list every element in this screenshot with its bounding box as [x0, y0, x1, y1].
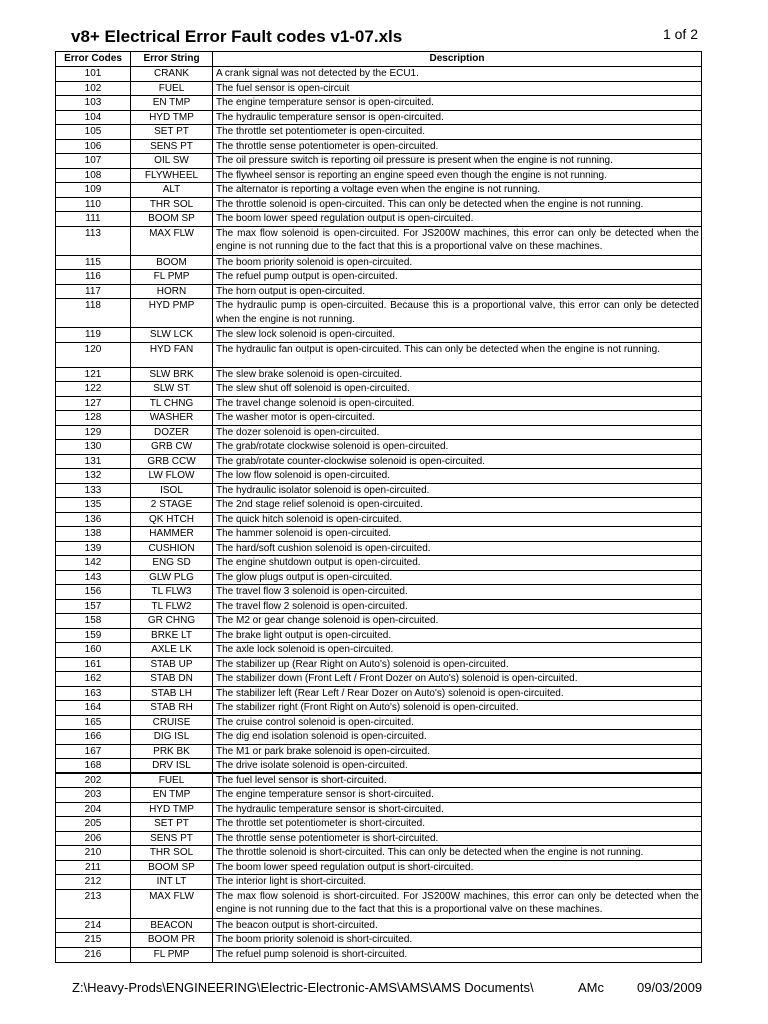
table-row	[56, 498, 701, 513]
error-code-cell: 160	[56, 643, 131, 657]
description-cell: The boom lower speed regulation output is open-circuited.	[216, 213, 474, 224]
description-cell: The slew brake solenoid is open-circuited.	[216, 368, 403, 380]
description-cell: The throttle sense potentiometer is open-circuited.	[216, 140, 439, 152]
description-cell: The slew shut off solenoid is open-circuited.	[216, 383, 410, 394]
description-cell: The stabilizer left (Rear Left / Rear Dozer on Auto's) solenoid is open-circuited.	[216, 687, 564, 699]
table-row	[56, 484, 701, 499]
document-title: v8+ Electrical Error Fault codes v1-07.xls	[71, 27, 403, 46]
description-cell: The M1 or park brake solenoid is open-circuited.	[216, 745, 430, 757]
table-row	[56, 875, 701, 890]
table-row	[56, 469, 701, 484]
error-code-cell: 159	[56, 629, 131, 643]
error-string-cell: THR SOL	[131, 846, 213, 860]
table-row	[56, 542, 701, 557]
error-code-cell: 143	[56, 571, 131, 585]
description-cell: The boom lower speed regulation output is short-circuited.	[216, 861, 474, 873]
description-cell: The refuel pump output is open-circuited.	[216, 271, 398, 282]
error-string-cell: AXLE LK	[131, 643, 213, 657]
error-code-cell: 129	[56, 426, 131, 440]
error-string-cell: TL FLW3	[131, 585, 213, 599]
error-string-cell: WASHER	[131, 411, 213, 425]
table-row	[56, 212, 701, 227]
error-string-cell: ALT	[131, 183, 213, 197]
table-body	[56, 67, 701, 962]
table-row	[56, 140, 701, 155]
error-string-cell: GR CHNG	[131, 614, 213, 628]
table-row	[56, 513, 701, 528]
error-string-cell: HAMMER	[131, 527, 213, 541]
table-row	[56, 82, 701, 97]
error-string-cell: CUSHION	[131, 542, 213, 556]
error-string-cell: DIG ISL	[131, 730, 213, 744]
description-cell: The glow plugs output is open-circuited.	[216, 571, 393, 583]
table-row	[56, 328, 701, 343]
table-row	[56, 426, 701, 441]
table-row	[56, 96, 701, 111]
error-code-cell: 135	[56, 498, 131, 512]
description-cell: The slew lock solenoid is open-circuited.	[216, 329, 395, 340]
description-cell: The hard/soft cushion solenoid is open-circuited.	[216, 542, 431, 554]
description-cell: The stabilizer down (Front Left / Front Dozer on Auto's) solenoid is open-circuited.	[216, 673, 578, 684]
description-cell: The boom priority solenoid is short-circuited.	[216, 934, 413, 945]
error-code-cell: 103	[56, 96, 131, 110]
table-row	[56, 111, 701, 126]
error-string-cell: STAB LH	[131, 687, 213, 701]
error-string-cell: HYD FAN	[131, 343, 213, 367]
error-string-cell: HYD TMP	[131, 111, 213, 125]
error-string-cell: CRANK	[131, 67, 213, 81]
error-string-cell: FUEL	[131, 774, 213, 788]
error-code-cell: 214	[56, 919, 131, 933]
description-cell: The hydraulic pump is open-circuited. Because this is a proportional valve, this error can only be detected when the engine is not running.	[216, 300, 699, 325]
table-row	[56, 614, 701, 629]
description-cell: The oil pressure switch is reporting oil pressure is present when the engine is not running.	[216, 155, 613, 166]
description-cell: The 2nd stage relief solenoid is open-circuited.	[216, 499, 423, 510]
error-string-cell: GLW PLG	[131, 571, 213, 585]
table-row	[56, 440, 701, 455]
error-string-cell: LW FLOW	[131, 469, 213, 483]
error-code-cell: 215	[56, 933, 131, 947]
error-code-cell: 109	[56, 183, 131, 197]
error-code-cell: 139	[56, 542, 131, 556]
error-string-cell: DRV ISL	[131, 759, 213, 772]
description-cell: The hydraulic fan output is open-circuited. This can only be detected when the engine is not running.	[216, 343, 660, 355]
description-cell: The dig end isolation solenoid is open-circuited.	[216, 731, 427, 742]
error-string-cell: PRK BK	[131, 745, 213, 759]
table-row	[56, 643, 701, 658]
description-cell: The low flow solenoid is open-circuited.	[216, 470, 390, 481]
error-code-cell: 117	[56, 285, 131, 299]
description-cell: The throttle solenoid is short-circuited. This can only be detected when the engine is not running.	[216, 847, 644, 858]
error-string-cell: TL CHNG	[131, 397, 213, 411]
description-cell: The dozer solenoid is open-circuited.	[216, 426, 380, 438]
error-code-cell: 158	[56, 614, 131, 628]
table-row	[56, 716, 701, 731]
description-cell: The interior light is short-circuited.	[216, 876, 367, 887]
error-string-cell: SET PT	[131, 125, 213, 139]
error-string-cell: STAB RH	[131, 701, 213, 715]
description-cell: The cruise control solenoid is open-circuited.	[216, 716, 414, 728]
table-row	[56, 861, 701, 876]
description-cell: The brake light output is open-circuited.	[216, 629, 392, 641]
table-row	[56, 527, 701, 542]
table-row	[56, 658, 701, 673]
error-code-cell: 101	[56, 67, 131, 81]
table-row	[56, 832, 701, 847]
error-string-cell: SENS PT	[131, 832, 213, 846]
error-string-cell: FL PMP	[131, 270, 213, 284]
error-code-cell: 162	[56, 672, 131, 686]
table-row	[56, 629, 701, 644]
description-cell: The grab/rotate counter-clockwise solenoid is open-circuited.	[216, 455, 486, 467]
table-row	[56, 919, 701, 934]
error-string-cell: BRKE LT	[131, 629, 213, 643]
description-cell: The fuel sensor is open-circuit	[216, 82, 350, 94]
error-string-cell: SLW LCK	[131, 328, 213, 342]
table-row	[56, 299, 701, 328]
table-row	[56, 774, 701, 789]
error-string-cell: ISOL	[131, 484, 213, 498]
description-cell: The engine temperature sensor is open-circuited.	[216, 97, 434, 108]
error-code-cell: 165	[56, 716, 131, 730]
error-string-cell: STAB UP	[131, 658, 213, 672]
error-code-cell: 202	[56, 774, 131, 788]
error-code-cell: 107	[56, 154, 131, 168]
error-code-cell: 157	[56, 600, 131, 614]
error-string-cell: STAB DN	[131, 672, 213, 686]
table-row	[56, 411, 701, 426]
column-header-description: Description	[429, 53, 485, 64]
error-code-cell: 210	[56, 846, 131, 860]
table-row	[56, 270, 701, 285]
error-code-cell: 211	[56, 861, 131, 875]
description-cell: The throttle set potentiometer is open-circuited.	[216, 126, 425, 137]
error-code-cell: 132	[56, 469, 131, 483]
error-code-cell: 206	[56, 832, 131, 846]
table-row	[56, 600, 701, 615]
error-string-cell: 2 STAGE	[131, 498, 213, 512]
error-string-cell: FLYWHEEL	[131, 169, 213, 183]
error-code-cell: 213	[56, 890, 131, 918]
error-code-table	[55, 51, 702, 963]
error-string-cell: EN TMP	[131, 96, 213, 110]
description-cell: The travel flow 2 solenoid is open-circuited.	[216, 600, 408, 612]
error-string-cell: HORN	[131, 285, 213, 299]
description-cell: The travel change solenoid is open-circuited.	[216, 397, 415, 409]
description-cell: The refuel pump solenoid is short-circuited.	[216, 948, 408, 960]
error-string-cell: FL PMP	[131, 948, 213, 963]
description-cell: The travel flow 3 solenoid is open-circuited.	[216, 586, 408, 597]
error-code-cell: 105	[56, 125, 131, 139]
error-code-cell: 115	[56, 256, 131, 270]
description-cell: The flywheel sensor is reporting an engine speed even though the engine is not running.	[216, 169, 607, 181]
error-code-cell: 133	[56, 484, 131, 498]
error-code-cell: 121	[56, 368, 131, 382]
table-row	[56, 759, 701, 774]
table-row	[56, 933, 701, 948]
description-cell: The engine temperature sensor is short-circuited.	[216, 789, 434, 800]
description-cell: The beacon output is short-circuited.	[216, 919, 378, 931]
error-string-cell: HYD PMP	[131, 299, 213, 327]
error-code-cell: 168	[56, 759, 131, 772]
table-row	[56, 382, 701, 397]
error-string-cell: SLW BRK	[131, 368, 213, 382]
table-row	[56, 846, 701, 861]
error-code-cell: 106	[56, 140, 131, 154]
table-row	[56, 730, 701, 745]
footer-file-path: Z:\Heavy-Prods\ENGINEERING\Electric-Electronic-AMS\AMS\AMS Documents\	[72, 980, 534, 995]
table-row	[56, 571, 701, 586]
table-row	[56, 198, 701, 213]
error-code-cell: 163	[56, 687, 131, 701]
table-row	[56, 556, 701, 571]
error-code-cell: 110	[56, 198, 131, 212]
error-code-cell: 204	[56, 803, 131, 817]
error-code-cell: 138	[56, 527, 131, 541]
error-code-cell: 102	[56, 82, 131, 96]
error-string-cell: FUEL	[131, 82, 213, 96]
description-cell: The drive isolate solenoid is open-circuited.	[216, 760, 408, 771]
error-code-cell: 136	[56, 513, 131, 527]
error-code-cell: 167	[56, 745, 131, 759]
error-code-cell: 116	[56, 270, 131, 284]
description-cell: The fuel level sensor is short-circuited.	[216, 774, 387, 786]
table-row	[56, 687, 701, 702]
table-row	[56, 368, 701, 383]
table-row	[56, 803, 701, 818]
error-code-cell: 122	[56, 382, 131, 396]
table-row	[56, 455, 701, 470]
page-number: 1 of 2	[662, 26, 698, 42]
description-cell: The max flow solenoid is open-circuited. For JS200W machines, this error can only be detected when the engine is not running due to the fact that this is a proportional valve on these machines.	[216, 227, 699, 252]
description-cell: The axle lock solenoid is open-circuited.	[216, 644, 394, 655]
table-row	[56, 154, 701, 169]
error-code-cell: 111	[56, 212, 131, 226]
table-row	[56, 125, 701, 140]
error-string-cell: BEACON	[131, 919, 213, 933]
description-cell: The hydraulic isolator solenoid is open-circuited.	[216, 484, 430, 496]
description-cell: The washer motor is open-circuited.	[216, 412, 375, 423]
error-code-cell: 216	[56, 948, 131, 963]
description-cell: The throttle solenoid is open-circuited. This can only be detected when the engine is not running.	[216, 198, 644, 210]
table-row	[56, 183, 701, 198]
error-string-cell: GRB CCW	[131, 455, 213, 469]
error-string-cell: BOOM SP	[131, 212, 213, 226]
error-string-cell: THR SOL	[131, 198, 213, 212]
error-code-cell: 127	[56, 397, 131, 411]
table-row	[56, 817, 701, 832]
table-row	[56, 701, 701, 716]
description-cell: The hammer solenoid is open-circuited.	[216, 528, 392, 539]
error-string-cell: ENG SD	[131, 556, 213, 570]
error-code-cell: 120	[56, 343, 131, 367]
table-row	[56, 948, 701, 963]
column-header-error-codes: Error Codes	[56, 52, 131, 66]
description-cell: The alternator is reporting a voltage even when the engine is not running.	[216, 184, 541, 195]
error-code-cell: 130	[56, 440, 131, 454]
error-code-cell: 119	[56, 328, 131, 342]
table-row	[56, 256, 701, 271]
table-row	[56, 745, 701, 760]
error-code-cell: 203	[56, 788, 131, 802]
error-string-cell: DOZER	[131, 426, 213, 440]
error-string-cell: EN TMP	[131, 788, 213, 802]
error-string-cell: SET PT	[131, 817, 213, 831]
table-row	[56, 227, 701, 256]
error-string-cell: SENS PT	[131, 140, 213, 154]
error-string-cell: BOOM PR	[131, 933, 213, 947]
error-code-cell: 108	[56, 169, 131, 183]
error-code-cell: 161	[56, 658, 131, 672]
description-cell: The stabilizer up (Rear Right on Auto's) solenoid is open-circuited.	[216, 658, 509, 670]
description-cell: The stabilizer right (Front Right on Auto's) solenoid is open-circuited.	[216, 702, 519, 713]
description-cell: The grab/rotate clockwise solenoid is open-circuited.	[216, 441, 449, 452]
error-string-cell: QK HTCH	[131, 513, 213, 527]
error-string-cell: BOOM	[131, 256, 213, 270]
table-row	[56, 585, 701, 600]
error-string-cell: MAX FLW	[131, 227, 213, 255]
error-string-cell: GRB CW	[131, 440, 213, 454]
error-code-cell: 113	[56, 227, 131, 255]
description-cell: The boom priority solenoid is open-circuited.	[216, 256, 413, 268]
error-string-cell: TL FLW2	[131, 600, 213, 614]
description-cell: The max flow solenoid is short-circuited. For JS200W machines, this error can only be detected when the engine is not running due to the fact that this is a proportional valve on these machines.	[216, 890, 699, 915]
column-header-error-string: Error String	[131, 52, 213, 66]
table-row	[56, 285, 701, 300]
error-string-cell: CRUISE	[131, 716, 213, 730]
error-code-cell: 142	[56, 556, 131, 570]
error-code-cell: 164	[56, 701, 131, 715]
error-code-cell: 131	[56, 455, 131, 469]
footer-author: AMc	[578, 980, 604, 995]
table-header	[56, 52, 701, 67]
error-code-cell: 205	[56, 817, 131, 831]
error-string-cell: HYD TMP	[131, 803, 213, 817]
error-code-cell: 166	[56, 730, 131, 744]
description-cell: The throttle sense potentiometer is short-circuited.	[216, 832, 439, 844]
description-cell: The horn output is open-circuited.	[216, 285, 365, 297]
table-row	[56, 397, 701, 412]
table-row	[56, 890, 701, 919]
error-string-cell: SLW ST	[131, 382, 213, 396]
error-code-cell: 118	[56, 299, 131, 327]
error-string-cell: OIL SW	[131, 154, 213, 168]
table-row	[56, 169, 701, 184]
error-code-cell: 156	[56, 585, 131, 599]
error-code-cell: 104	[56, 111, 131, 125]
error-code-cell: 212	[56, 875, 131, 889]
description-cell: The M2 or gear change solenoid is open-circuited.	[216, 615, 439, 626]
description-cell: A crank signal was not detected by the ECU1.	[216, 68, 419, 79]
table-row	[56, 67, 701, 82]
description-cell: The engine shutdown output is open-circuited.	[216, 557, 421, 568]
table-row	[56, 788, 701, 803]
error-string-cell: INT LT	[131, 875, 213, 889]
table-row	[56, 343, 701, 368]
description-cell: The hydraulic temperature sensor is short-circuited.	[216, 803, 444, 815]
description-cell: The throttle set potentiometer is short-circuited.	[216, 818, 425, 829]
error-string-cell: BOOM SP	[131, 861, 213, 875]
error-code-cell: 128	[56, 411, 131, 425]
description-cell: The quick hitch solenoid is open-circuited.	[216, 513, 402, 525]
table-row	[56, 672, 701, 687]
error-string-cell: MAX FLW	[131, 890, 213, 918]
description-cell: The hydraulic temperature sensor is open-circuited.	[216, 111, 444, 123]
footer-date: 09/03/2009	[637, 980, 703, 995]
